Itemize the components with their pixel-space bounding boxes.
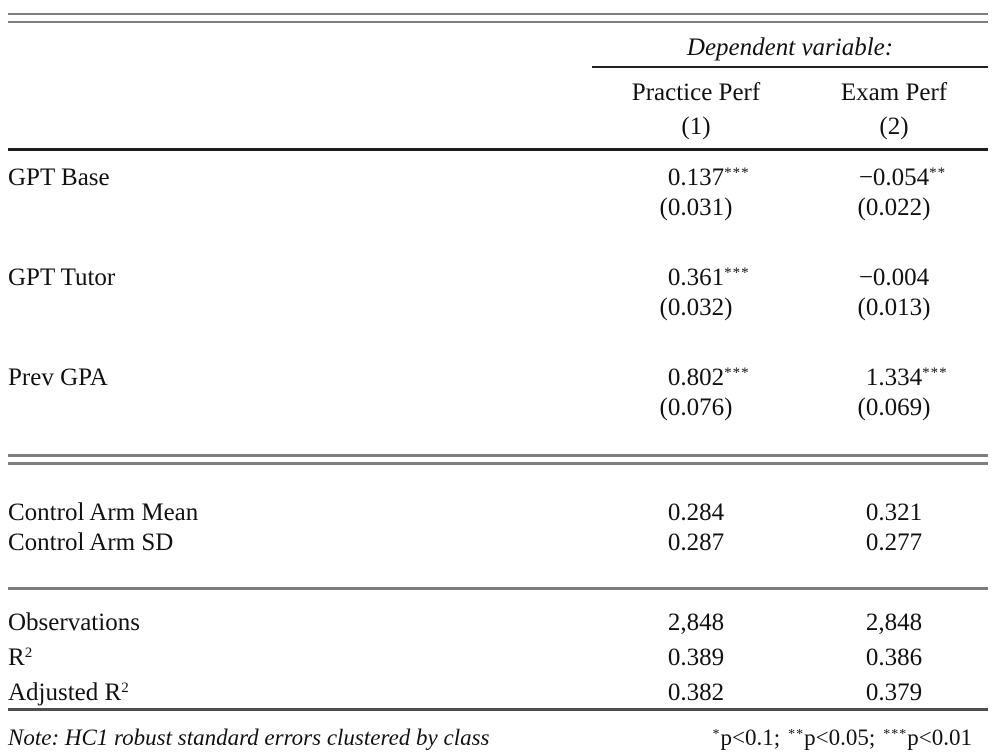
rule-line [8,13,988,15]
stat-value: 2,848 [667,609,725,636]
stat-value: 0.379 [865,679,923,706]
coefficient-estimate: 0.361*** [667,264,750,291]
coefficient-label: GPT Base [8,164,110,191]
dependent-variable-row [8,33,988,68]
stat-row-observations [8,603,988,638]
stat-label-text: Adjusted R [8,679,122,706]
column-number-2: (2) [879,113,909,140]
stat-label-text: R [8,644,25,671]
mid-double-rule [8,454,988,465]
summary-row-control-arm-sd [8,528,988,558]
significance-legend [592,720,988,753]
stat-label-text: Observations [8,609,140,636]
estimate-row [8,258,988,293]
coefficient-estimate: 0.802*** [667,364,750,391]
coefficient-row-gpt-tutor [8,258,988,323]
rule-line [8,454,988,457]
coefficient-section [8,151,988,423]
statistics-section [8,603,988,708]
stat-label-superscript: 2 [121,680,129,696]
stat-label [8,638,592,673]
estimate-value: 0.802 [667,364,725,391]
significance-stars: *** [883,727,908,742]
summary-label: Control Arm SD [8,529,174,556]
significance-stars: ** [788,727,805,742]
estimate-value: 0.361 [667,264,725,291]
stat-row-adjusted-r-squared [8,673,988,708]
coefficient-estimate [800,263,988,293]
stat-value: 0.386 [865,644,923,671]
standard-error: (0.076) [659,394,733,421]
significance-text: p<0.01 [907,725,972,750]
column-title-practice-perf: Practice Perf [631,79,761,106]
standard-error: (0.032) [659,294,733,321]
significance-text: p<0.1; [720,725,781,750]
stat-label [8,603,592,638]
stat-value: 2,848 [865,609,923,636]
coefficient-row-gpt-base [8,158,988,223]
stat-value: 0.389 [667,644,725,671]
standard-error: (0.022) [857,194,931,221]
coefficient-label: Prev GPA [8,364,108,391]
stat-value: 0.382 [667,679,725,706]
estimate-value: 0.137 [667,164,725,191]
standard-error: (0.031) [659,194,733,221]
standard-error-row [8,393,988,423]
coefficient-estimate: 1.334*** [865,364,948,391]
estimate-row [8,358,988,393]
stats-top-rule [8,587,988,590]
coefficient-estimate: 0.137*** [667,164,750,191]
top-double-rule [8,0,988,23]
significance-level [788,725,875,750]
significance-level [883,725,972,750]
coefficient-label: GPT Tutor [8,264,116,291]
standard-error-row [8,293,988,323]
summary-value: 0.277 [865,529,923,556]
summary-row-control-arm-mean [8,498,988,528]
estimate-value: 1.334 [865,364,923,391]
estimate-row [8,158,988,193]
significance-stars: * [712,727,721,742]
column-title-exam-perf: Exam Perf [840,79,948,106]
note-row [8,720,988,753]
column-numbers-row [8,108,988,148]
estimate-value: −0.054 [858,164,930,191]
dependent-variable-header: Dependent variable: [592,33,988,68]
stat-label [8,673,592,708]
significance-level [713,725,781,750]
summary-value: 0.321 [865,499,923,526]
coefficient-row-prev-gpa [8,358,988,423]
rule-line [8,462,988,465]
note-rule [8,708,988,711]
column-titles-row [8,68,988,108]
column-number-1: (1) [681,113,711,140]
summary-value: 0.287 [667,529,725,556]
summary-label: Control Arm Mean [8,499,199,526]
standard-error: (0.013) [857,294,931,321]
note-text: Note: HC1 robust standard errors clustered by class [8,725,490,750]
rule-line [8,21,988,23]
stat-row-r-squared [8,638,988,673]
coefficient-estimate: −0.054** [858,164,947,191]
summary-value: 0.284 [667,499,725,526]
significance-text: p<0.05; [804,725,876,750]
stat-label-superscript: 2 [24,645,33,661]
estimate-value: −0.004 [858,264,930,291]
summary-section [8,498,988,558]
standard-error-row [8,193,988,223]
standard-error: (0.069) [857,394,931,421]
